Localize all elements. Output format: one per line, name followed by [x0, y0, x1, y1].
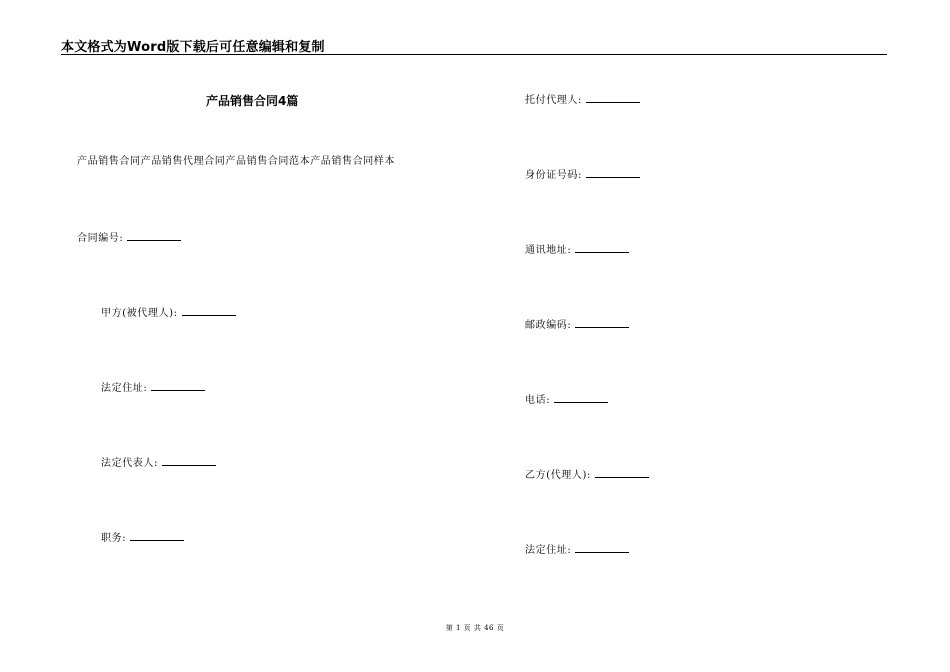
field-legal-representative: [101, 455, 216, 471]
field-label: 法定住址:: [101, 383, 148, 394]
blank-line: [586, 167, 640, 178]
blank-line: [554, 392, 608, 403]
page-header: [61, 35, 887, 55]
field-phone: [525, 392, 608, 408]
blank-line: [182, 305, 236, 316]
field-label: 法定代表人:: [101, 458, 158, 469]
field-label: 甲方(被代理人):: [101, 308, 178, 319]
field-label: 托付代理人:: [525, 95, 582, 106]
field-party-a: [101, 305, 236, 321]
field-id-number: [525, 167, 640, 183]
page-footer: 第 1 页 共 46 页: [445, 624, 505, 632]
field-party-a-address: [101, 380, 205, 396]
document-intro: 产品销售合同产品销售代理合同产品销售合同范本产品销售合同样本: [77, 156, 395, 167]
field-postal-code: [525, 317, 629, 333]
blank-line: [575, 317, 629, 328]
blank-line: [575, 542, 629, 553]
blank-line: [575, 242, 629, 253]
field-party-b: [525, 467, 649, 483]
blank-line: [127, 230, 181, 241]
field-party-b-address: [525, 542, 629, 558]
field-contract-number: [77, 230, 181, 246]
blank-line: [595, 467, 649, 478]
field-label: 电话:: [525, 395, 551, 406]
field-label: 职务:: [101, 533, 127, 544]
blank-line: [130, 530, 184, 541]
blank-line: [151, 380, 205, 391]
document-title: 产品销售合同4篇: [206, 94, 299, 108]
field-entrusted-agent: [525, 92, 640, 108]
header-text: 本文格式为Word版下载后可任意编辑和复制: [61, 40, 325, 55]
blank-line: [586, 92, 640, 103]
field-label: 邮政编码:: [525, 320, 572, 331]
field-label: 通讯地址:: [525, 245, 572, 256]
field-position: [101, 530, 184, 546]
field-label: 乙方(代理人):: [525, 470, 591, 481]
blank-line: [162, 455, 216, 466]
field-label: 法定住址:: [525, 545, 572, 556]
field-mailing-address: [525, 242, 629, 258]
field-label: 身份证号码:: [525, 170, 582, 181]
field-label: 合同编号:: [77, 233, 124, 244]
